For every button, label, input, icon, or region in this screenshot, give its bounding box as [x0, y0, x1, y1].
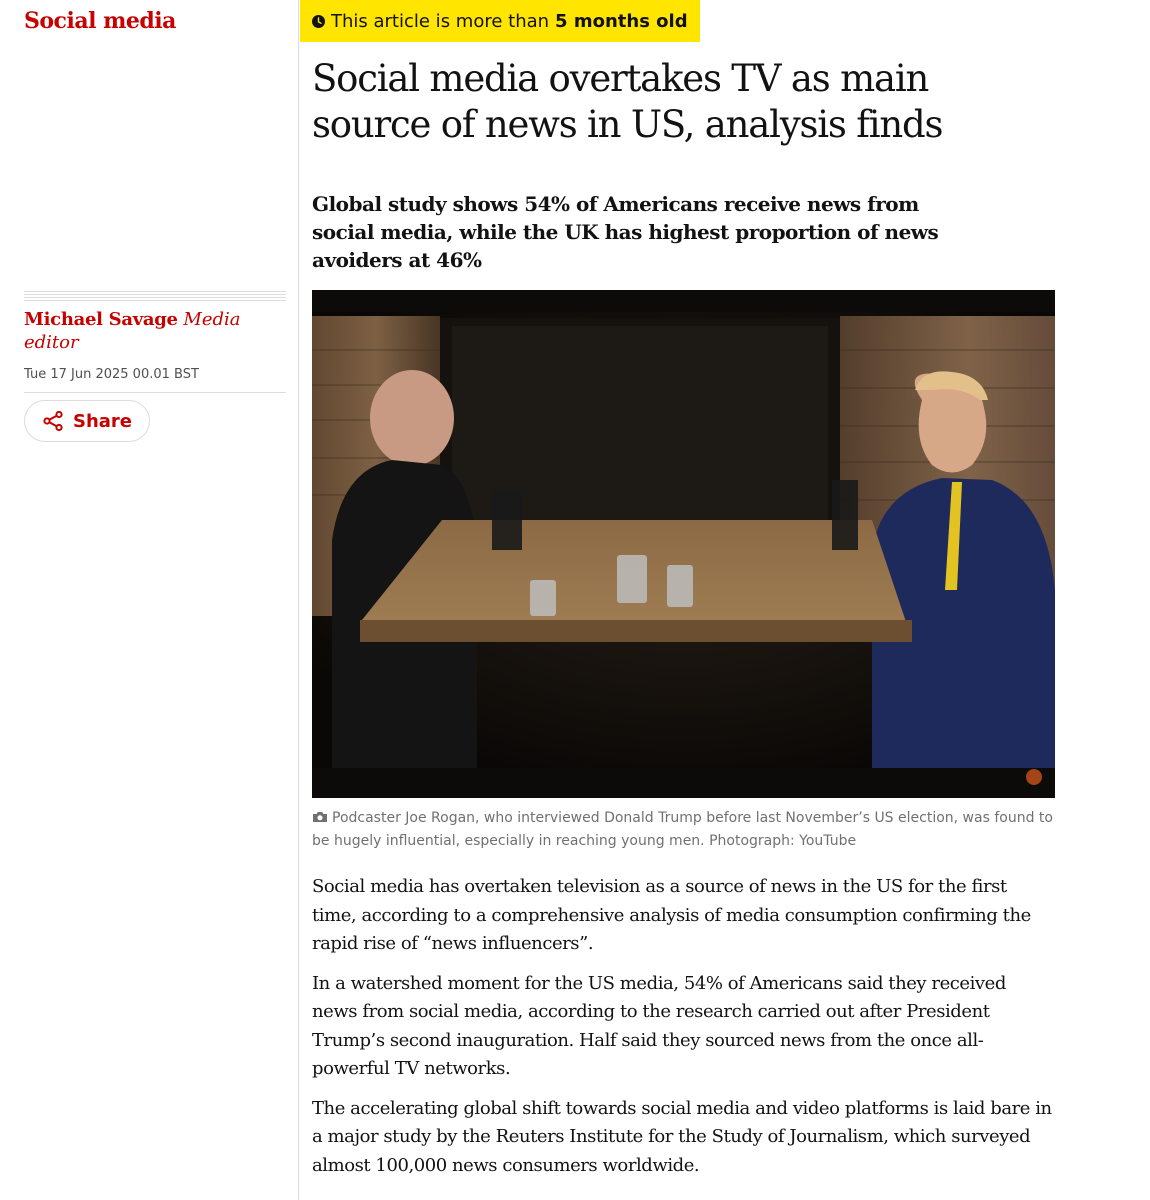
article-body: [312, 873, 1052, 1191]
article-standfirst: Global study shows 54% of Americans receive news from social media, while the UK has highest proportion of news avoiders at 46%: [312, 192, 939, 272]
article-headline: Social media overtakes TV as main source of news in US, analysis finds: [312, 57, 943, 146]
camera-icon: [312, 811, 328, 823]
article-photo[interactable]: [312, 290, 1055, 798]
paragraph: In a watershed moment for the US media, 54% of Americans said they received news from social media, according to the research carried out after President Trump’s second inauguration. Half said they sourced news from the once all-powerful TV networks.: [312, 972, 1006, 1079]
byline: [24, 308, 286, 354]
byline-divider: [24, 291, 286, 303]
section-label[interactable]: Social media: [24, 8, 176, 34]
age-badge-prefix: This article is more than: [331, 10, 550, 32]
paragraph: The accelerating global shift towards social media and video platforms is laid bare in a major study by the Reuters Institute for the Study of Journalism, which surveyed almost 100,000 news consumers worldwide.: [312, 1097, 1052, 1176]
author-name[interactable]: Michael Savage: [24, 309, 178, 330]
article-age-badge: [300, 0, 700, 42]
caption-text: Podcaster Joe Rogan, who interviewed Donald Trump before last November’s US election, was found to be hugely influential, especially in reaching young men. Photograph: YouTube: [312, 810, 1053, 849]
share-button[interactable]: [24, 400, 150, 442]
image-caption: [312, 807, 1055, 853]
age-badge-value: 5 months old: [555, 10, 688, 32]
paragraph: Social media has overtaken television as a source of news in the US for the first time, according to a comprehensive analysis of media consumption confirming the rapid rise of “news influencers”.: [312, 876, 1031, 954]
publish-date: Tue 17 Jun 2025 00.01 BST: [24, 367, 199, 382]
share-label: Share: [72, 410, 132, 432]
podcast-studio-image: [312, 290, 1055, 798]
author-role: Media editor: [24, 309, 241, 353]
column-divider: [298, 0, 299, 1200]
left-rail: [0, 0, 298, 1200]
clock-icon: [312, 15, 325, 28]
date-divider: [24, 392, 286, 393]
share-icon: [42, 410, 64, 432]
